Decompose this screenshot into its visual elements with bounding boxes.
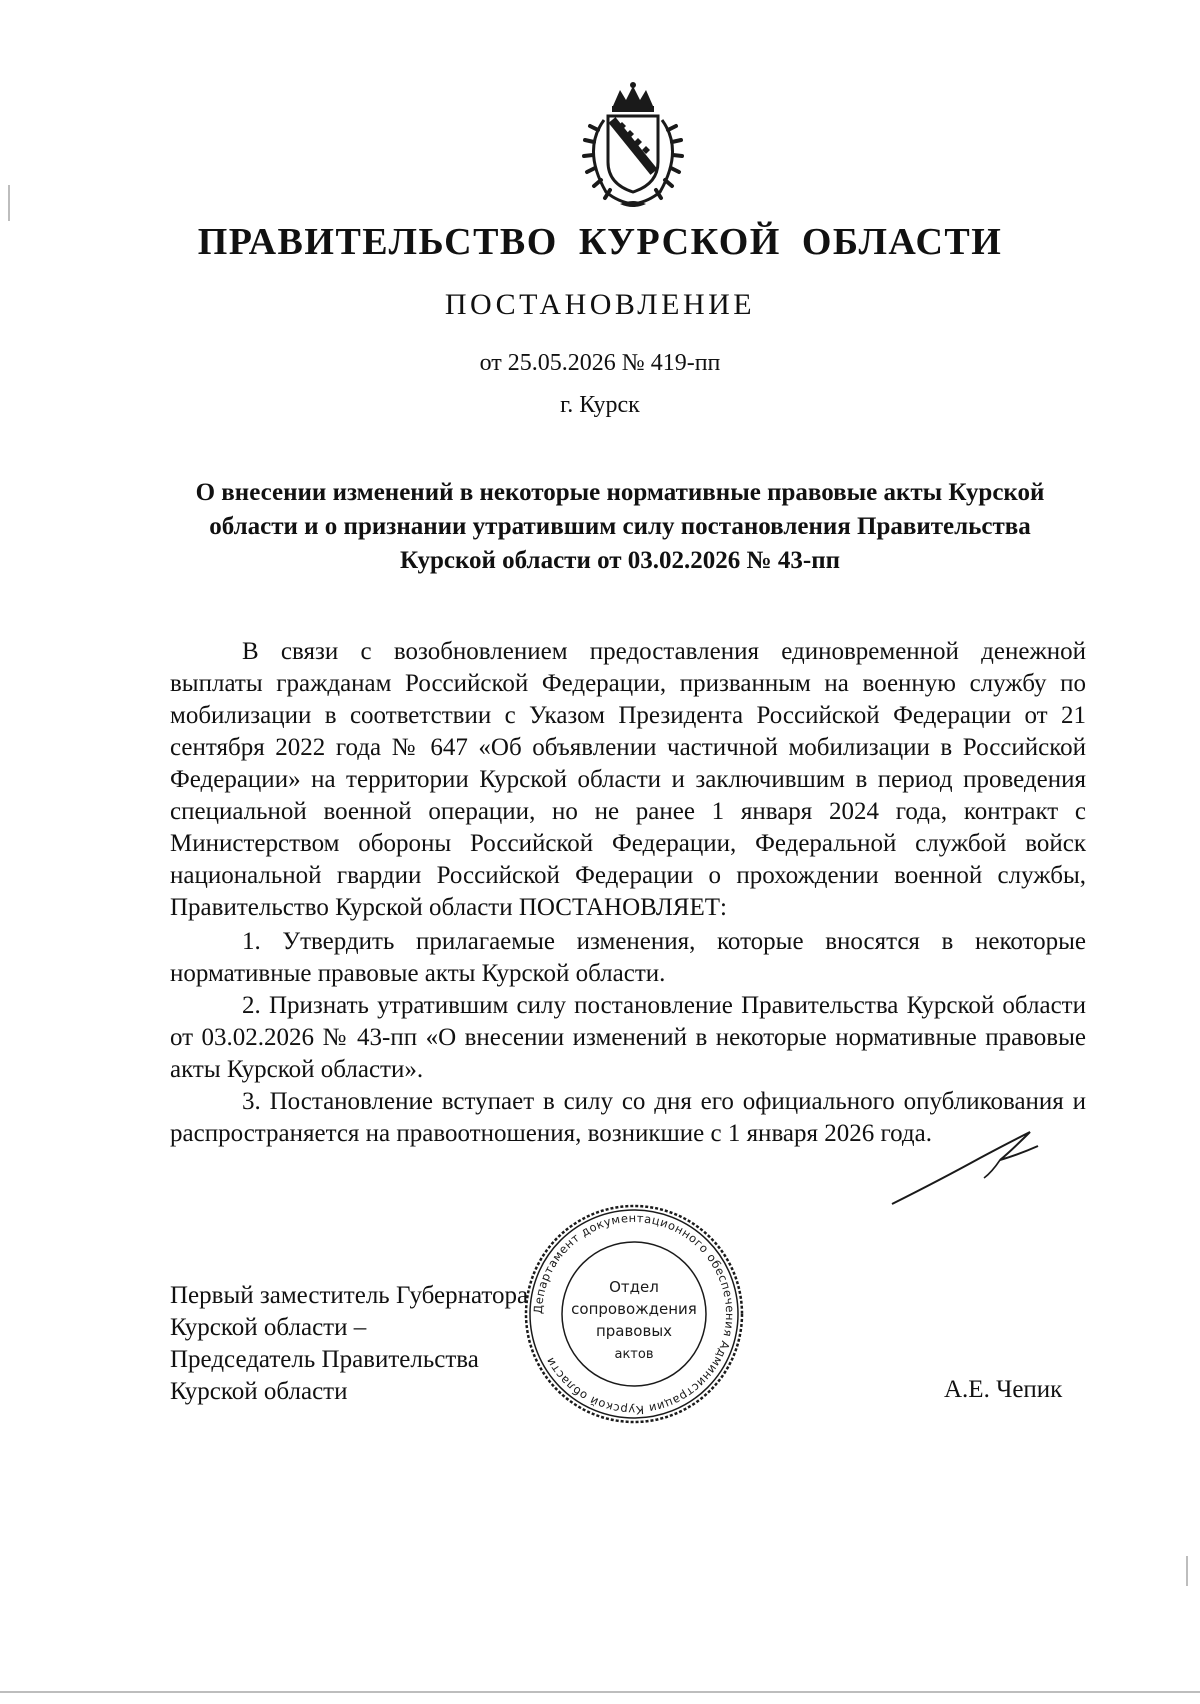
handwritten-signature <box>880 1120 1050 1210</box>
stamp-center-line: сопровождения <box>571 1300 697 1318</box>
item-paragraph-2: 2. Признать утратившим силу постановление Правительства Курской области от 03.02.2026 № 43-пп «О внесении изменений в некоторые нормативные правовые акты Курской области». <box>170 992 1086 1083</box>
scan-artifact <box>0 1691 1200 1693</box>
scan-artifact <box>8 185 10 221</box>
document-type: ПОСТАНОВЛЕНИЕ <box>444 288 756 321</box>
document-body <box>170 636 1086 1150</box>
official-stamp <box>522 1202 746 1426</box>
stamp-center-line: правовых <box>595 1322 673 1340</box>
document-number-date: от 25.05.2026 № 419-пп <box>479 350 721 376</box>
item-paragraph-1: 1. Утвердить прилагаемые изменения, которые вносятся в некоторые нормативные правовые акты Курской области. <box>170 928 1086 987</box>
signer-position-line: Курской области – <box>170 1314 367 1341</box>
coat-of-arms-icon <box>568 80 698 212</box>
item-paragraph-3: 3. Постановление вступает в силу со дня его официального опубликования и распространяется на правоотношения, возникшие с 1 января 2026 года. <box>170 1088 1086 1147</box>
signer-name: А.Е. Чепик <box>944 1376 1063 1403</box>
stamp-outer-text: Департамент документационного обеспечения Администрации Курской области <box>530 1210 738 1418</box>
preamble-paragraph: В связи с возобновлением предоставления единовременной денежной выплаты гражданам Российской Федерации, призванным на военную службу по мобилизации в соответствии с Указом Президента Российской Федерации от 21 сентября 2022 года № 647 «Об объявлении частичной мобилизации в Российской Федерации» на территории Курской области и заключившим в период проведения специальной военной операции, но не ранее 1 января 2024 года, контракт с Министерством обороны Российской Федерации, Федеральной службой войск национальной гвардии Российской Федерации о прохождении военной службы, Правительство Курской области ПОСТАНОВЛЯЕТ: <box>170 638 1086 921</box>
document-city: г. Курск <box>560 392 640 418</box>
government-title: ПРАВИТЕЛЬСТВО КУРСКОЙ ОБЛАСТИ <box>197 221 1003 263</box>
stamp-center-line: Отдел <box>609 1278 659 1296</box>
document-subject: О внесении изменений в некоторые нормативные правовые акты Курской области и о признании утратившим силу постановления Правительства Курской области от 03.02.2026 № 43-пп <box>195 479 1045 574</box>
scan-artifact <box>1186 1556 1188 1586</box>
signer-position-line: Курской области <box>170 1378 348 1405</box>
signer-position-line: Председатель Правительства <box>170 1346 479 1373</box>
signer-position-line: Первый заместитель Губернатора <box>170 1282 529 1309</box>
signer-position <box>170 1280 528 1408</box>
stamp-center-line: актов <box>614 1347 654 1362</box>
